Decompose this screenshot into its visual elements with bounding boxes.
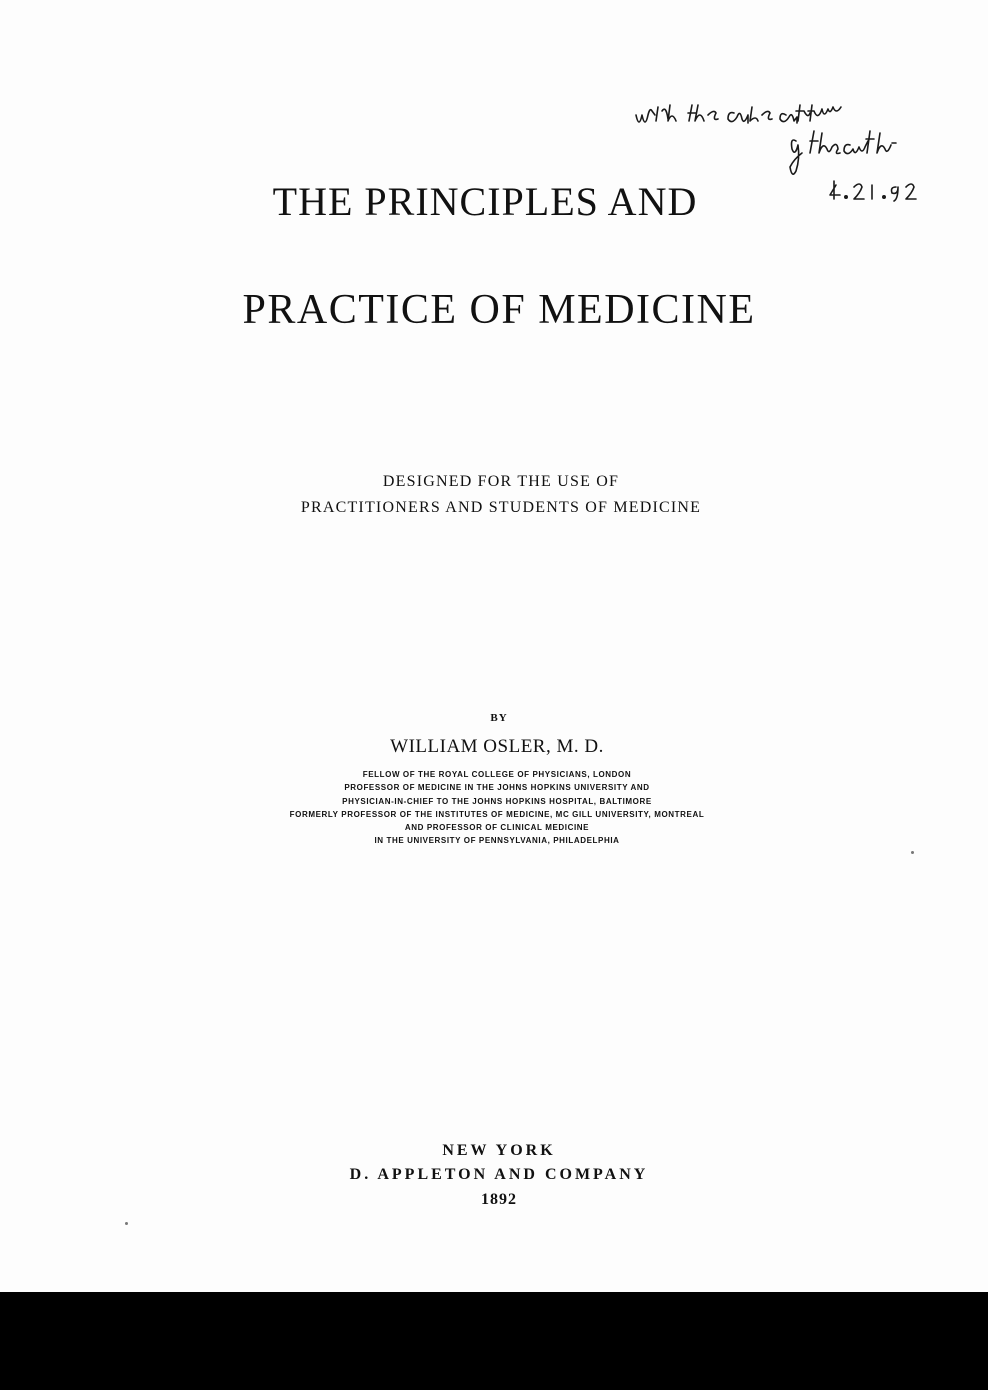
author-name: WILLIAM OSLER, M. D. bbox=[390, 736, 604, 757]
bottom-bar bbox=[0, 1292, 988, 1390]
by-label: BY bbox=[490, 712, 508, 724]
speck bbox=[125, 1222, 128, 1225]
publication-year: 1892 bbox=[481, 1191, 517, 1208]
credential-line: PROFESSOR OF MEDICINE IN THE JOHNS HOPKINS UNIVERSITY AND bbox=[344, 783, 650, 793]
title-line-2: PRACTICE OF MEDICINE bbox=[242, 287, 756, 333]
subtitle-line-1: DESIGNED FOR THE USE OF bbox=[382, 473, 620, 490]
credential-line: FELLOW OF THE ROYAL COLLEGE OF PHYSICIANS, LONDON bbox=[362, 770, 632, 779]
credential-line: IN THE UNIVERSITY OF PENNSYLVANIA, PHILADELPHIA bbox=[374, 836, 620, 846]
subtitle-line-2: PRACTITIONERS AND STUDENTS OF MEDICINE bbox=[300, 499, 702, 516]
speck bbox=[911, 851, 914, 854]
credential-line: AND PROFESSOR OF CLINICAL MEDICINE bbox=[404, 823, 590, 833]
author-credentials bbox=[3, 768, 988, 848]
title-line-1: THE PRINCIPLES AND bbox=[272, 179, 698, 224]
credential-line: PHYSICIAN-IN-CHIEF TO THE JOHNS HOPKINS HOSPITAL, BALTIMORE bbox=[342, 796, 652, 806]
publisher-name: D. APPLETON AND COMPANY bbox=[349, 1166, 649, 1183]
publisher-city: NEW YORK bbox=[442, 1142, 556, 1159]
credential-line: FORMERLY PROFESSOR OF THE INSTITUTES OF MEDICINE, MC GILL UNIVERSITY, MONTREAL bbox=[289, 809, 705, 819]
